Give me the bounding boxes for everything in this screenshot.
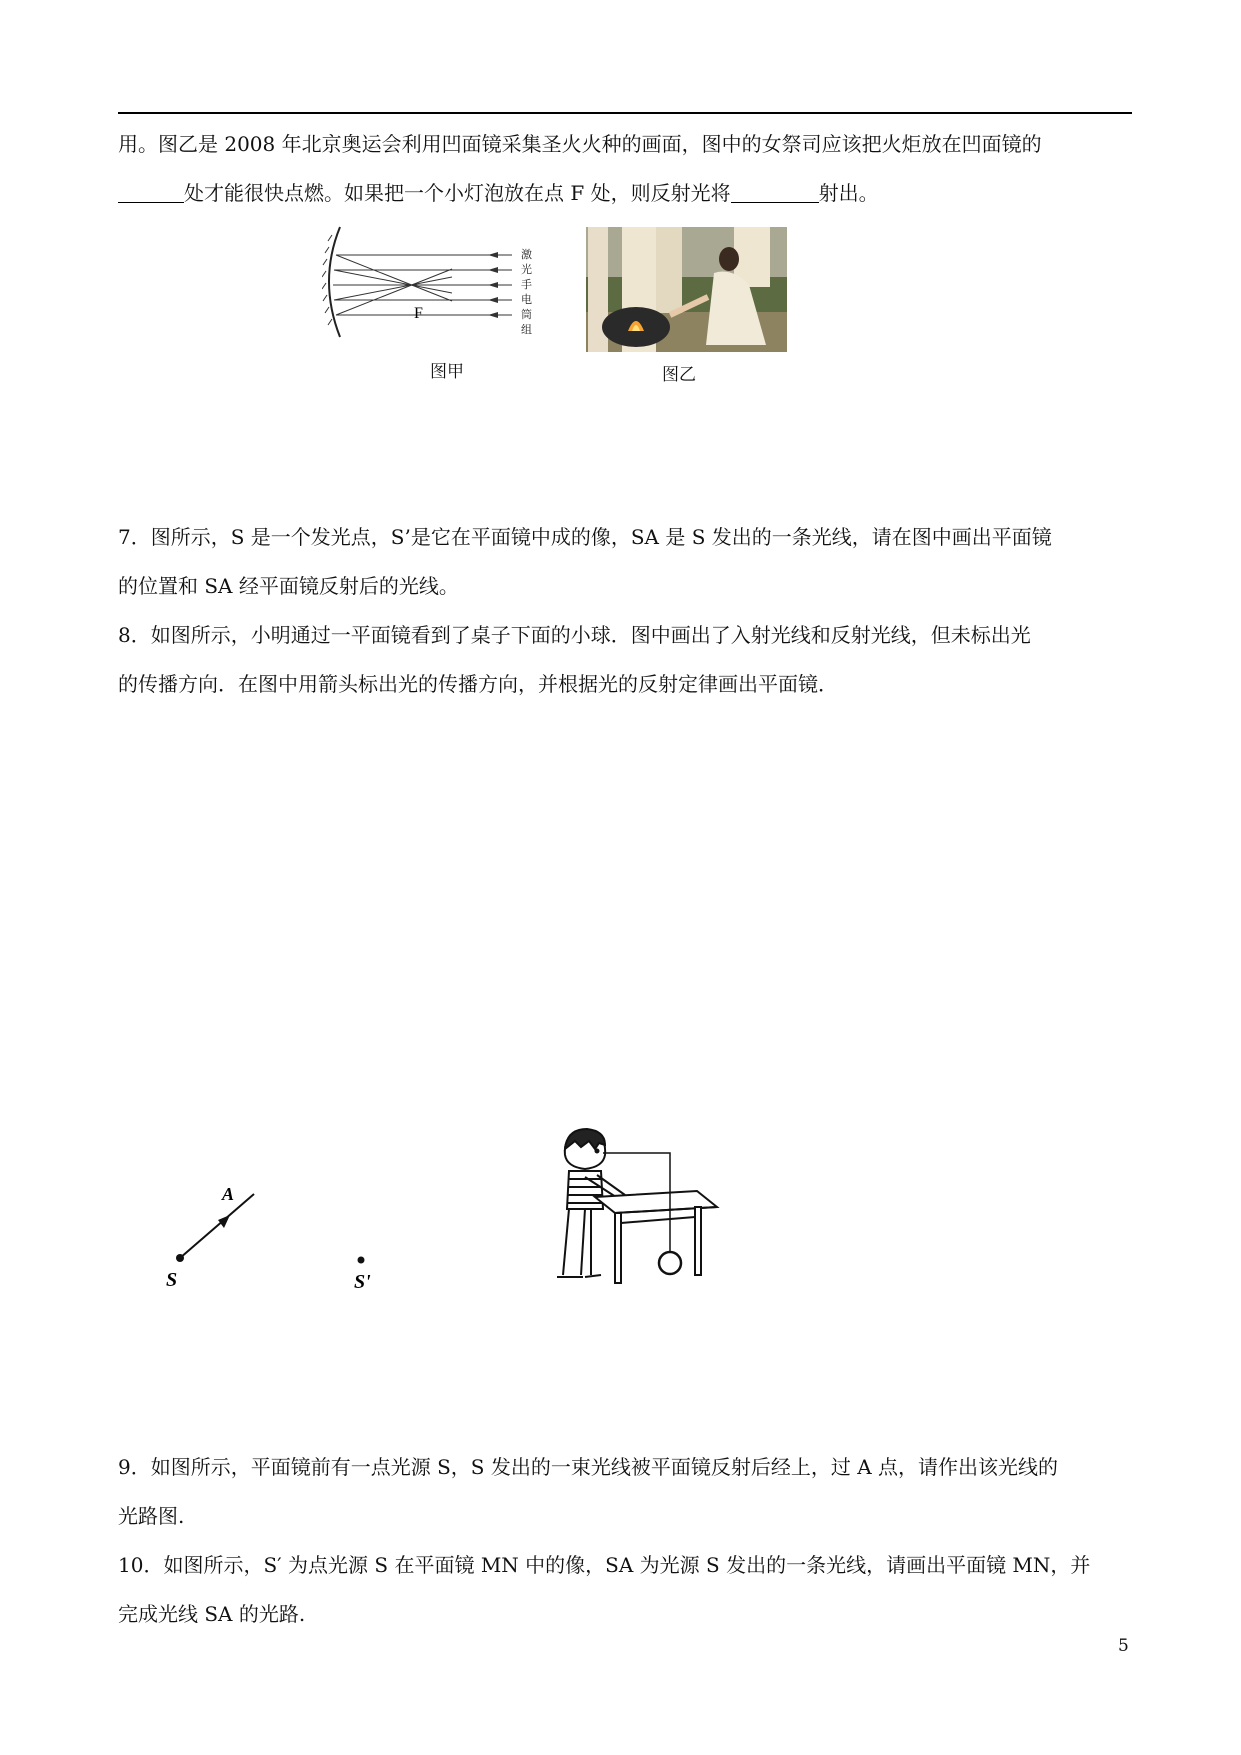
flashlight-label-6: 组 <box>521 323 532 336</box>
flashlight-label-2: 光 <box>521 263 532 276</box>
point-s-prime <box>358 1257 365 1264</box>
boy-table-figure <box>555 1125 795 1325</box>
flashlight-label-1: 激 <box>521 248 532 261</box>
q9-line1: 9．如图所示，平面镜前有一点光源 S，S 发出的一束光线被平面镜反射后经上，过 A 点，请作出该光线的 <box>118 1455 1058 1479</box>
answer-blank-1[interactable] <box>118 180 184 203</box>
point-source-figure <box>150 1180 400 1300</box>
flashlight-label-3: 手 <box>521 278 532 291</box>
q9-line2: 光路图. <box>118 1504 185 1528</box>
q6-line1: 用。图乙是 2008 年北京奥运会利用凹面镜采集圣火火种的画面，图中的女祭司应该把火炬放在凹面镜的 <box>118 132 1042 156</box>
flashlight-label-4: 电 <box>521 293 532 306</box>
concave-mirror-figure <box>322 225 547 345</box>
ray-arrows <box>488 252 498 318</box>
page-number: 5 <box>1118 1636 1129 1656</box>
flashlight-label-5: 筒 <box>521 308 532 321</box>
q7-line2: 的位置和 SA 经平面镜反射后的光线。 <box>118 574 459 598</box>
small-ball <box>659 1252 681 1274</box>
ray-arrow <box>218 1215 230 1228</box>
focus-label: F <box>414 305 423 322</box>
label-a: A <box>222 1184 235 1204</box>
q6-line2-part2: 射出。 <box>818 181 879 205</box>
q8-line2: 的传播方向．在图中用箭头标出光的传播方向，并根据光的反射定律画出平面镜． <box>118 672 838 696</box>
caption-yi: 图乙 <box>662 365 696 385</box>
label-s: S <box>166 1269 178 1291</box>
ray-sa <box>180 1194 254 1258</box>
answer-blank-2[interactable] <box>731 180 819 203</box>
q6-line2 <box>118 169 1134 218</box>
q6-line2-part1: 处才能很快点燃。如果把一个小灯泡放在点 F 处，则反射光将 <box>184 181 731 205</box>
q10-line1: 10．如图所示，S′ 为点光源 S 在平面镜 MN 中的像，SA 为光源 S 发出的一条光线，请画出平面镜 MN，并 <box>118 1553 1091 1577</box>
point-s <box>176 1254 184 1262</box>
olympic-flame-photo <box>586 227 787 352</box>
q7-line1: 7．图所示，S 是一个发光点，S’是它在平面镜中成的像，SA 是 S 发出的一条光线，请在图中画出平面镜 <box>118 525 1052 549</box>
table <box>595 1191 717 1283</box>
q8-line1: 8．如图所示，小明通过一平面镜看到了桌子下面的小球．图中画出了入射光线和反射光线，但未标出光 <box>118 623 1031 647</box>
label-s-prime: S' <box>354 1271 371 1293</box>
caption-jia: 图甲 <box>430 362 464 382</box>
q10-line2: 完成光线 SA 的光路. <box>118 1602 306 1626</box>
header-rule <box>118 112 1132 114</box>
